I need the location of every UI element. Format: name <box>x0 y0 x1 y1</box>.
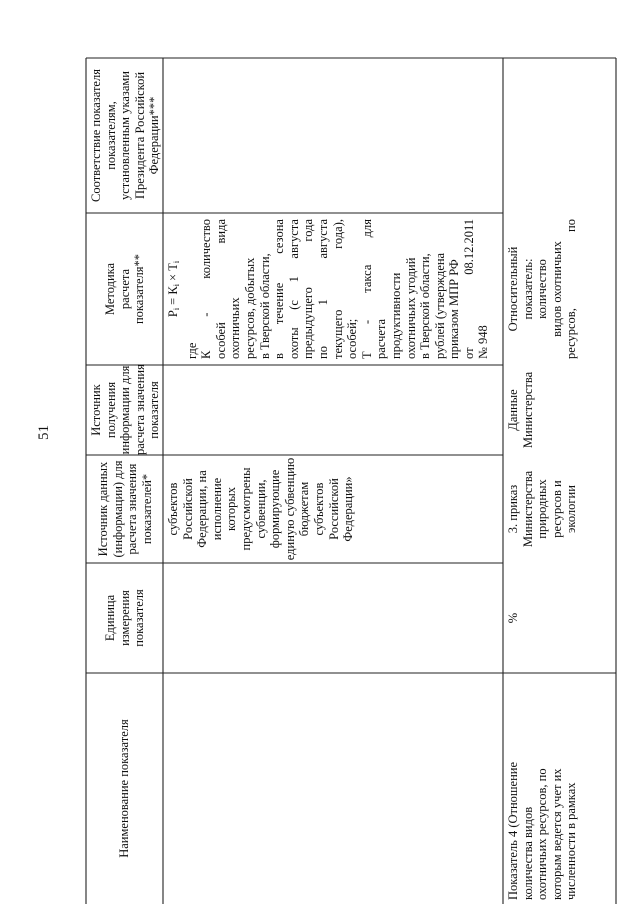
row1-data-source-line: единую субвенцию <box>282 457 297 561</box>
row1-data-source-line: Федерации» <box>341 476 356 542</box>
header-name-text: Наименование показателя <box>117 719 131 858</box>
header-unit-line: измерения <box>117 590 132 646</box>
header-unit-line: показателя <box>132 589 147 647</box>
row2-method-cell <box>503 213 616 365</box>
header-decrees-line: Соответствие показателя <box>89 69 103 202</box>
row2-data-source-line: Министерства <box>520 470 535 548</box>
row1-method-line: продуктивности <box>388 272 403 359</box>
row1-data-source-line: субъектов <box>166 482 180 536</box>
row1-method-line: от 08.12.2011 <box>461 219 476 359</box>
header-data-source-line: расчета значения <box>125 463 140 555</box>
row1-method-line: приказом МПР РФ <box>447 259 462 359</box>
row2-method-line: ресурсов, по <box>564 219 579 359</box>
row2-data-source-line: 3. приказ <box>506 484 520 534</box>
page-number: 51 <box>36 425 52 440</box>
row1-method-line: расчета <box>374 318 389 359</box>
row1-formula: $Р_i = К_i \times Т_i$ <box>166 260 181 318</box>
header-info-source-line: информации для <box>118 365 133 455</box>
row2-data-source-cell <box>503 455 616 563</box>
row1-method-line: предыдущего года <box>301 219 316 359</box>
row1-method-line: рублей (утверждена <box>432 252 447 359</box>
row2-name-line: количества видов <box>520 806 535 900</box>
row2-name-line: которым ведется учет их <box>549 768 564 900</box>
header-method-line: расчета <box>117 268 132 310</box>
row1-method-line: в течение сезона <box>272 219 287 359</box>
row1-method-line: где <box>184 342 199 359</box>
row1-data-source-line: субъектов <box>311 482 326 536</box>
row1-method-cell <box>163 213 503 365</box>
row1-method-line: текущего года), <box>330 219 345 359</box>
header-decrees-line: установленным указами <box>118 71 133 201</box>
header-data-source-line: показателей* <box>139 473 154 545</box>
header-decrees-line: Президента Российской <box>132 71 147 200</box>
header-unit-line: Единица <box>103 594 117 642</box>
header-info-source-line: показателя <box>147 381 162 439</box>
header-info-source-cell <box>86 365 163 455</box>
row2-name-cell <box>503 673 616 904</box>
header-info-source-line: получения <box>103 381 118 439</box>
header-name-cell <box>86 673 163 904</box>
row2-name-line: Показатель 4 (Отношение <box>506 761 520 900</box>
row2-name-line: охотничьих ресурсов, по <box>535 768 550 900</box>
row2-unit: % <box>506 612 520 624</box>
header-method-line: показателя** <box>132 253 147 325</box>
row1-method-line: ресурсов, добытых <box>242 257 257 359</box>
header-data-source-cell <box>86 455 163 563</box>
row2-data-source-line: ресурсов и <box>549 480 564 538</box>
row1-method-line: № 948 <box>476 325 491 359</box>
row1-data-source-line: бюджетам <box>297 481 312 537</box>
row1-method-line: особей; <box>345 318 360 359</box>
row1-data-source-cell <box>163 455 503 563</box>
row1-data-source-line: Федерации, на <box>195 470 210 548</box>
header-decrees-line: показателям, <box>103 101 118 170</box>
header-decrees-cell <box>86 58 163 213</box>
row1-data-source-line: субвенции, <box>253 479 268 539</box>
row2-data-source-line: природных <box>535 479 550 539</box>
row1-method-line: Т - такса для <box>359 219 374 359</box>
row1-data-source-line: которых <box>224 487 239 531</box>
row1-data-source-line: исполнение <box>209 477 224 541</box>
row1-method-line: в Тверской области, <box>257 253 272 359</box>
row1-method-line: охоты (с 1 августа <box>286 219 301 359</box>
header-info-source-line: расчета значения <box>132 364 147 455</box>
header-unit-cell <box>86 563 163 673</box>
row2-info-source-line: Министерства <box>520 371 535 449</box>
row2-name-line: численности в рамках <box>564 782 579 900</box>
row2-info-source-cell <box>503 365 616 455</box>
row1-data-source-line: предусмотрены <box>238 467 253 551</box>
row2-method-line: показатель: <box>520 258 535 320</box>
header-data-source-line: (информации) для <box>110 460 125 558</box>
row1-method-line: особей вида <box>213 219 228 359</box>
row2-method-line: Относительный <box>506 246 520 332</box>
row1-data-source-line: Российской <box>326 478 341 540</box>
row1-data-source-line: Российской <box>180 478 195 540</box>
row2-info-source-line: Данные <box>506 389 520 431</box>
header-decrees-line: Федерации*** <box>147 96 162 175</box>
header-method-cell <box>86 213 163 365</box>
row2-unit-cell <box>503 563 616 673</box>
header-method-line: Методика <box>103 262 117 316</box>
row1-method-line: по 1 августа <box>315 219 330 359</box>
row1-method-line: охотничьих <box>228 297 243 359</box>
row1-method-line: в Тверской области, <box>418 253 433 359</box>
row1-method-line: К - количество <box>199 219 214 359</box>
header-info-source-line: Источник <box>89 384 103 436</box>
row1-method-line: охотничьих угодий <box>403 257 418 359</box>
row2-method-line: количество <box>535 259 550 319</box>
row2-method-line: видов охотничьих <box>549 241 564 337</box>
row1-data-source-line: формирующие <box>268 469 283 549</box>
row2-data-source-line: экологии <box>564 485 579 533</box>
header-data-source-line: Источник данных <box>96 461 110 557</box>
